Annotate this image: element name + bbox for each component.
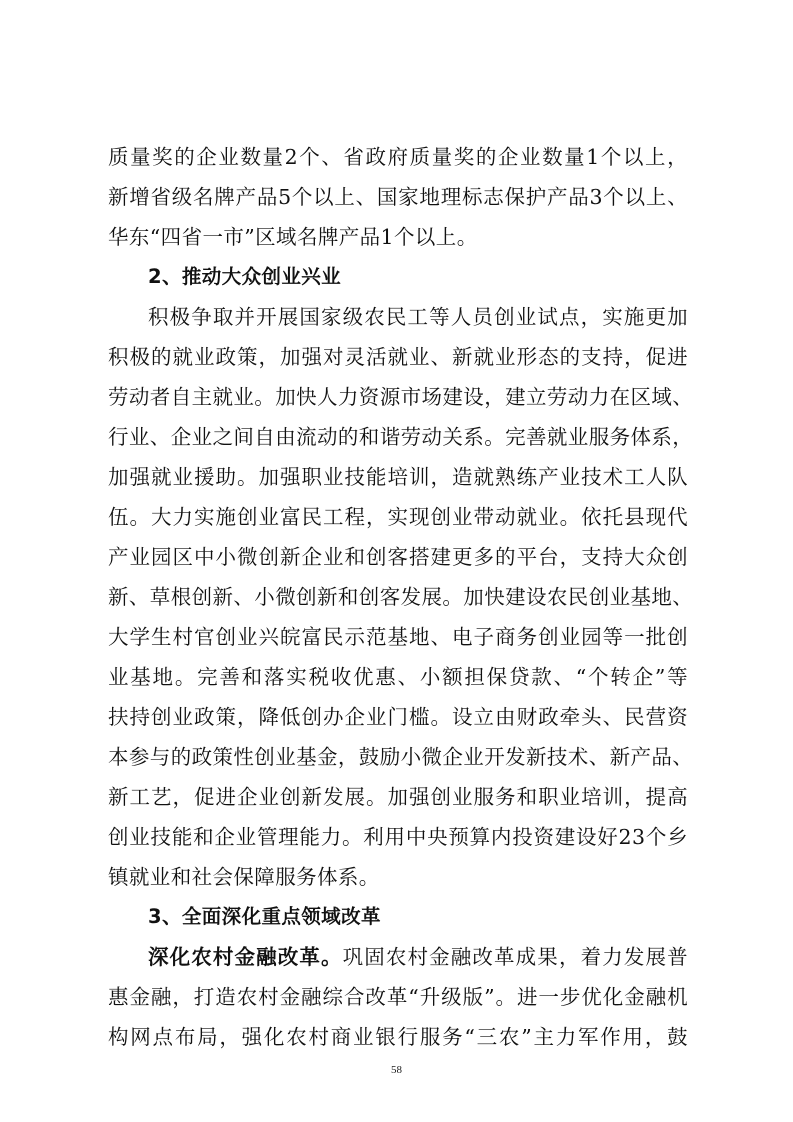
text-line: 大学生村官创业兴皖富民示范基地、电子商务创业园等一批创 — [108, 625, 688, 649]
text-line: 惠金融，打造农村金融综合改革“升级版”。进一步优化金融机 — [108, 985, 688, 1009]
text-line — [148, 944, 688, 970]
text-line: 质量奖的企业数量2个、省政府质量奖的企业数量1个以上， — [108, 145, 688, 169]
text-line: 伍。大力实施创业富民工程，实现创业带动就业。依托县现代 — [108, 505, 688, 529]
text-span: 巩固农村金融改革成果，着力发展普 — [342, 945, 688, 969]
text-line: 产业园区中小微创新企业和创客搭建更多的平台，支持大众创 — [108, 545, 688, 569]
text-line: 新、草根创新、小微创新和创客发展。加快建设农民创业基地、 — [108, 585, 694, 609]
text-line: 新工艺，促进企业创新发展。加强创业服务和职业培训，提高 — [108, 785, 688, 809]
text-line: 加强就业援助。加强职业技能培训，造就熟练产业技术工人队 — [108, 465, 688, 489]
text-line: 行业、企业之间自由流动的和谐劳动关系。完善就业服务体系， — [108, 425, 694, 449]
text-line: 积极争取并开展国家级农民工等人员创业试点，实施更加 — [148, 305, 688, 329]
text-line: 本参与的政策性创业基金，鼓励小微企业开发新技术、新产品、 — [108, 745, 694, 769]
text-line: 构网点布局，强化农村商业银行服务“三农”主力军作用，鼓 — [108, 1025, 688, 1049]
text-line: 华东“四省一市”区域名牌产品1个以上。 — [108, 225, 478, 249]
text-line: 镇就业和社会保障服务体系。 — [108, 865, 380, 889]
text-line: 扶持创业政策，降低创办企业门槛。设立由财政牵头、民营资 — [108, 705, 688, 729]
text-line: 新增省级名牌产品5个以上、国家地理标志保护产品3个以上、 — [108, 185, 688, 209]
text-line: 创业技能和企业管理能力。利用中央预算内投资建设好23个乡 — [108, 825, 688, 849]
section-heading: 3、全面深化重点领域改革 — [148, 905, 381, 928]
text-line: 业基地。完善和落实税收优惠、小额担保贷款、“个转企”等 — [108, 665, 688, 689]
section-heading: 2、推动大众创业兴业 — [148, 265, 342, 288]
text-line: 劳动者自主就业。加快人力资源市场建设，建立劳动力在区域、 — [108, 385, 694, 409]
page-number: 58 — [391, 1064, 402, 1076]
text-line: 积极的就业政策，加强对灵活就业、新就业形态的支持，促进 — [108, 345, 688, 369]
paragraph-lead: 深化农村金融改革。 — [148, 945, 343, 969]
